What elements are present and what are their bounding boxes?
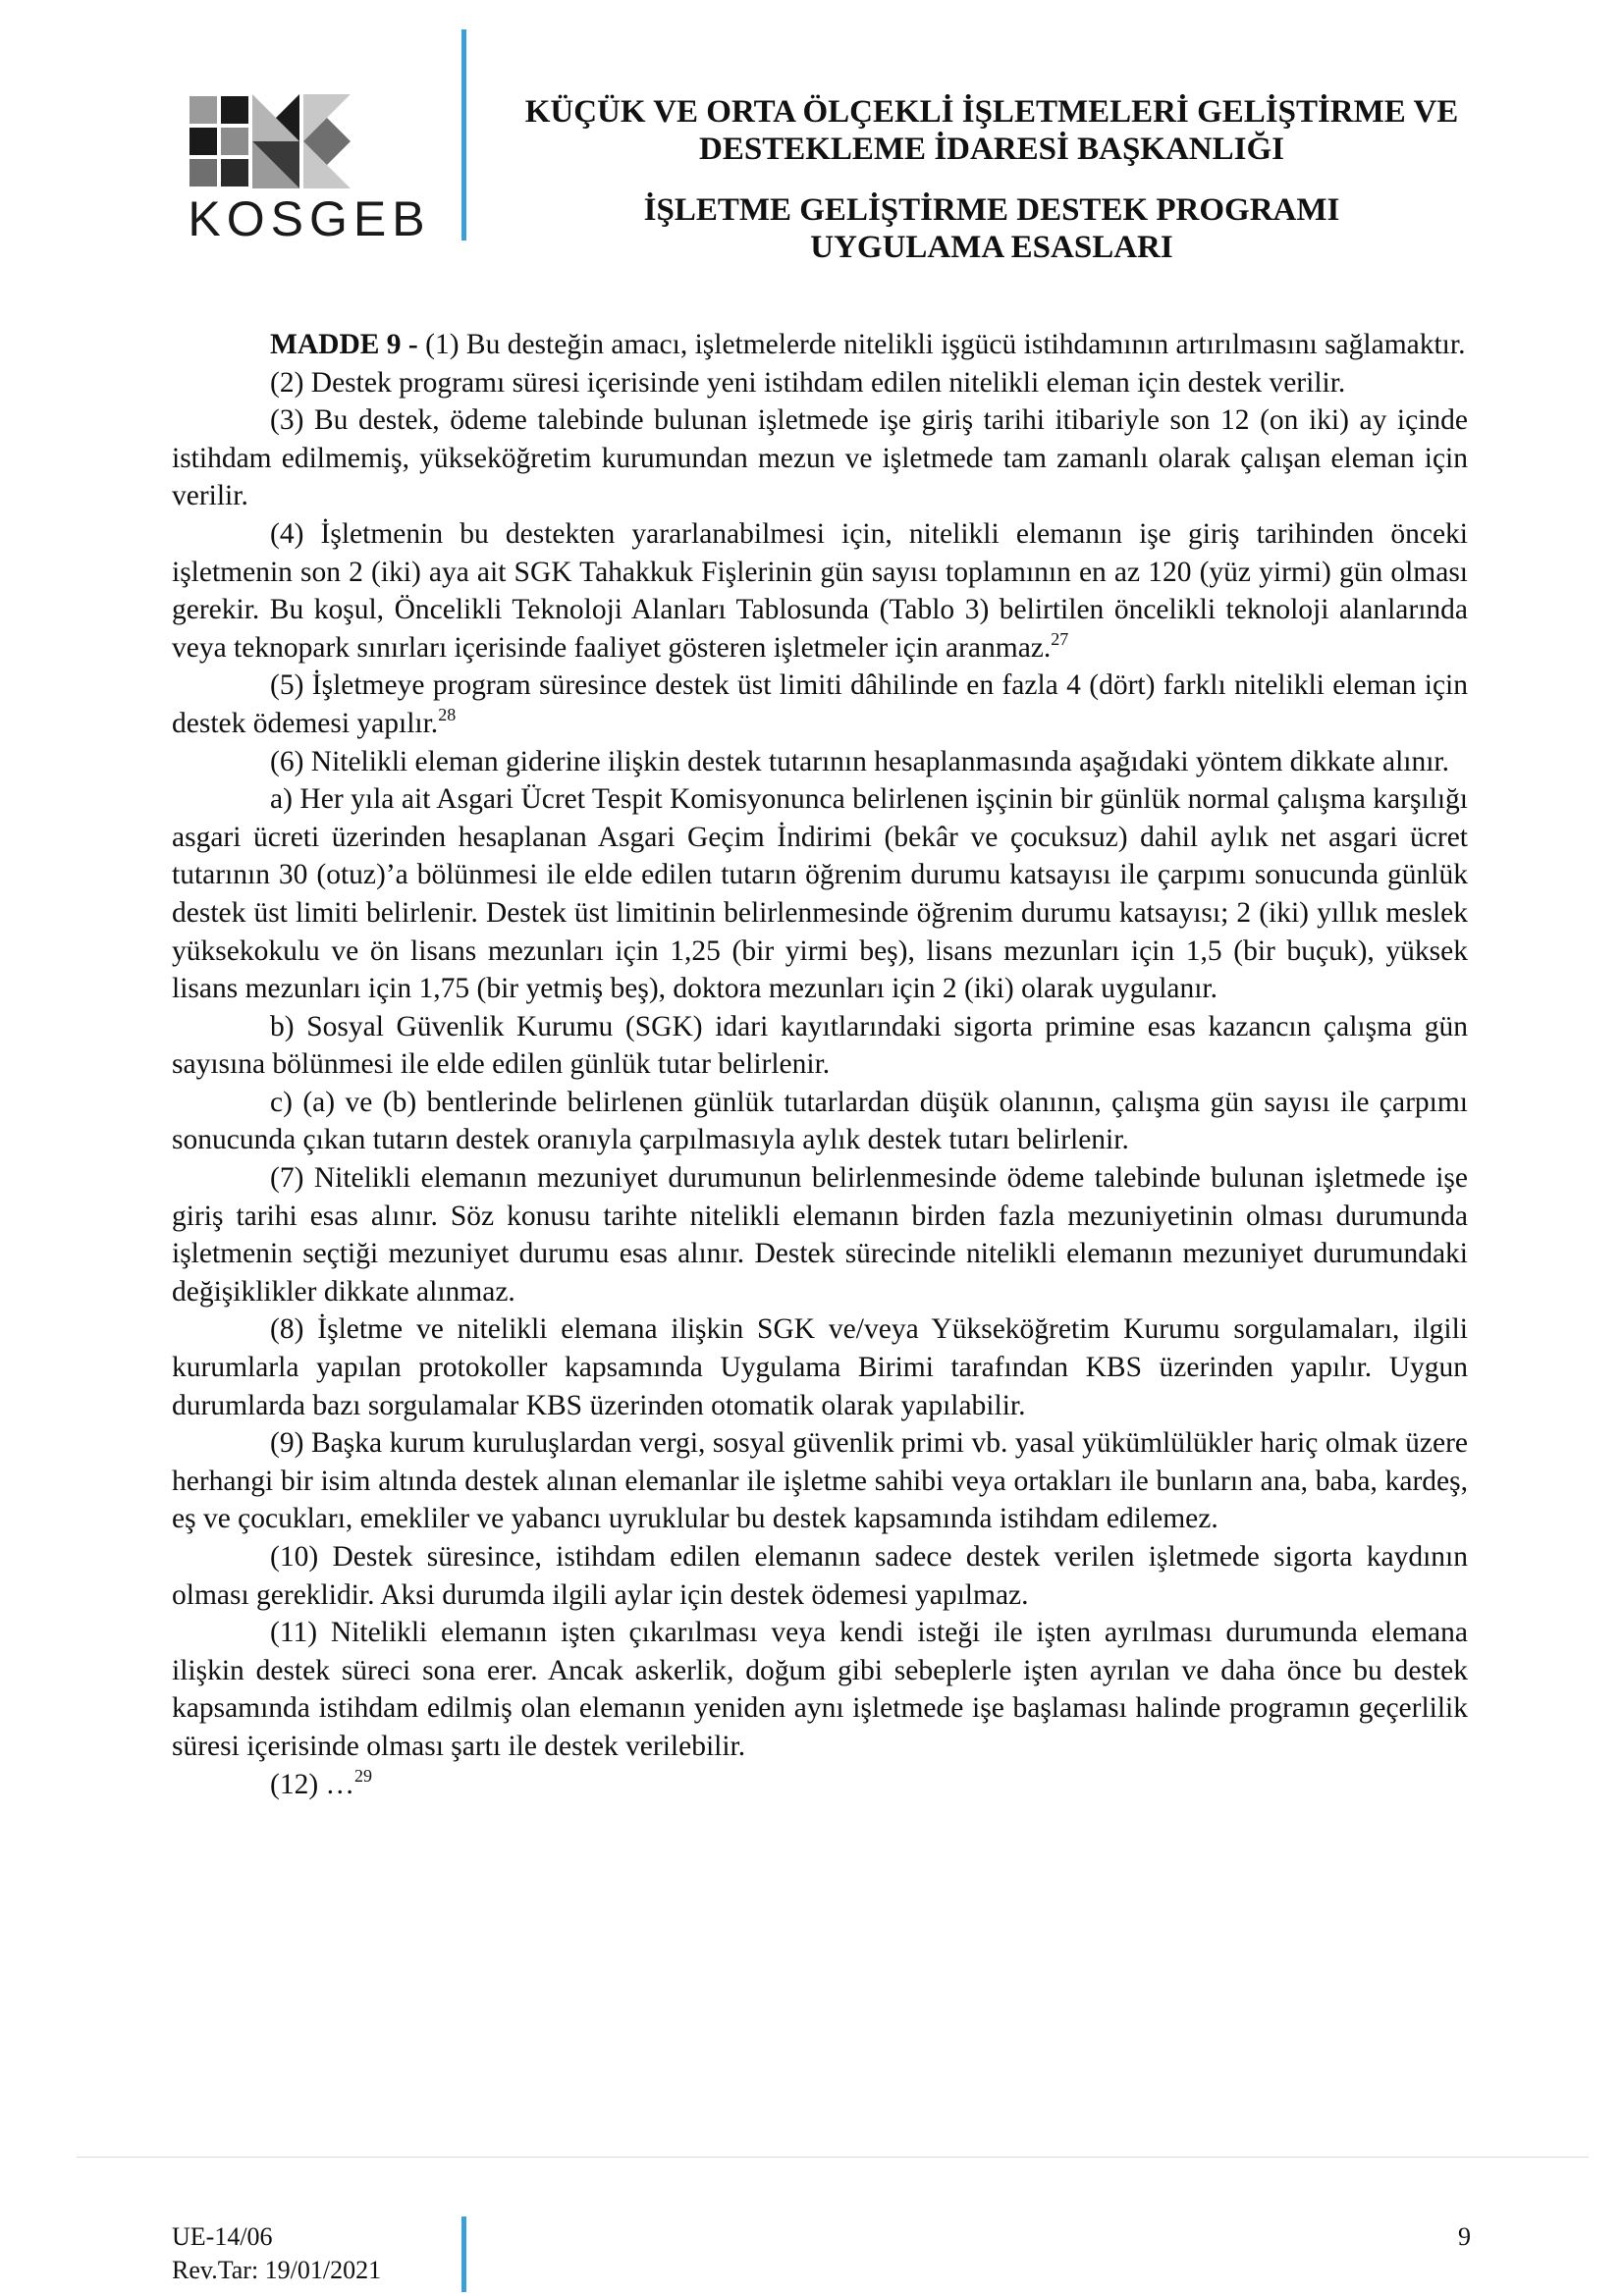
document-body: [172, 326, 1468, 1803]
paragraph-10: (10) Destek süresince, istihdam edilen elemanın sadece destek verilen işletmede sigorta kaydının olması gereklidir. Aksi durumda ilgili aylar için destek ödemesi yapılmaz.: [172, 1541, 1468, 1611]
footnote-ref-29[interactable]: 29: [354, 1765, 373, 1786]
paragraph-12: (12) …$^{29}$: [270, 1765, 373, 1800]
paragraph-7: (7) Nitelikli elemanın mezuniyet durumunun belirlenmesinde ödeme talebinde bulunan işletmede işe giriş tarihi esas alınır. Söz konusu tarihte nitelikli elemanın birden fazla mezuniyetinin olması durumunda işletmenin seçtiği mezuniyet durumu esas alınır. Destek sürecinde nitelikli elemanın mezuniyet durumundaki değişiklikler dikkate alınmaz.: [172, 1162, 1468, 1308]
paragraph-8: (8) İşletme ve nitelikli elemana ilişkin SGK ve/veya Yükseköğretim Kurumu sorgulamaları, ilgili kurumlarla yapılan protokoller kapsamında Uygulama Birimi tarafından KBS üzerinden yapılır. Uygun durumlarda bazı sorgulamalar KBS üzerinden otomatik olarak yapılabilir.: [172, 1313, 1468, 1421]
paragraph-6: (6) Nitelikli eleman giderine ilişkin destek tutarının hesaplanmasında aşağıdaki yöntem dikkate alınır.: [270, 745, 1449, 777]
logo-wordmark: KOSGEB: [188, 191, 431, 246]
footer-divider: [461, 2216, 466, 2292]
paragraph-5: (5) İşletmeye program süresince destek üst limiti dâhilinde en fazla 4 (dört) farklı nitelikli eleman için destek ödemesi yapılır.$^{28}$: [172, 669, 1468, 739]
footer-doc-info: [172, 2220, 381, 2287]
paragraph-9: (9) Başka kurum kuruluşlardan vergi, sosyal güvenlik primi vb. yasal yükümlülükler hariç olmak üzere herhangi bir isim altında destek alınan elemanlar ile işletme sahibi veya ortakları ile bunların ana, baba, kardeş, eş ve çocukları, emekliler ve yabancı uyruklular bu destek kapsamında istihdam edilemez.: [172, 1427, 1468, 1535]
org-name-line2: DESTEKLEME İDARESİ BAŞKANLIĞI: [699, 132, 1284, 167]
paragraph-3: (3) Bu destek, ödeme talebinde bulunan işletmede işe giriş tarihi itibariyle son 12 (on iki) ay içinde istihdam edilmemiş, yükseköğretim kurumundan mezun ve işletmede tam zamanlı olarak çalışan eleman için verilir.: [172, 404, 1468, 512]
doc-code: UE-14/06: [172, 2222, 273, 2251]
org-name-line1: KÜÇÜK VE ORTA ÖLÇEKLİ İŞLETMELERİ GELİŞTİRME VE: [524, 94, 1459, 130]
footnote-ref-27[interactable]: 27: [1051, 628, 1069, 649]
revision-date: Rev.Tar: 19/01/2021: [172, 2256, 382, 2284]
paragraph-6b: b) Sosyal Güvenlik Kurumu (SGK) idari kayıtlarındaki sigorta primine esas kazancın çalışma gün sayısına bölünmesi ile elde edilen günlük tutar belirlenir.: [172, 1010, 1468, 1081]
paragraph-4: (4) İşletmenin bu destekten yararlanabilmesi için, nitelikli elemanın işe giriş tarihinden önceki işletmenin son 2 (iki) aya ait SGK Tahakkuk Fişlerinin gün sayısı toplamının en az 120 (yüz yirmi) gün olması gerekir. Bu koşul, Öncelikli Teknoloji Alanları Tablosunda (Tablo 3) belirtilen öncelikli teknoloji alanlarında veya teknopark sınırları içerisinde faaliyet gösteren işletmeler için aranmaz.$^{27}$: [172, 517, 1468, 664]
header-titles: [481, 93, 1502, 266]
paragraph-1: MADDE 9 - (1) Bu desteğin amacı, işletmelerde nitelikli işgücü istihdamının artırılmasını sağlamaktır.: [270, 329, 1466, 360]
footnote-ref-28[interactable]: 28: [438, 704, 457, 724]
doc-title-line1: İŞLETME GELİŞTİRME DESTEK PROGRAMI: [643, 192, 1340, 228]
paragraph-6c: c) (a) ve (b) bentlerinde belirlenen günlük tutarlardan düşük olanının, çalışma gün sayısı ile çarpımı sonucunda çıkan tutarın destek oranıyla çarpılmasıyla aylık destek tutarı belirlenir.: [172, 1086, 1468, 1156]
kosgeb-logo-mark: [182, 88, 437, 191]
paragraph-2: (2) Destek programı süresi içerisinde yeni istihdam edilen nitelikli eleman için destek verilir.: [270, 366, 1346, 399]
madde-label: MADDE 9 -: [270, 329, 418, 360]
header-divider: [461, 29, 466, 240]
footer-separator: [77, 2157, 1589, 2158]
paragraph-11: (11) Nitelikli elemanın işten çıkarılması veya kendi isteği ile işten ayrılması durumunda elemana ilişkin destek süreci sona erer. Ancak askerlik, doğum gibi sebeplerle işten ayrılan ve daha önce bu destek kapsamında istihdam edilmiş olan elemanın yeniden aynı işletmede işe başlaması halinde programın geçerlilik süresi içerisinde olması şartı ile destek verilebilir.: [172, 1617, 1468, 1762]
paragraph-6a: a) Her yıla ait Asgari Ücret Tespit Komisyonunca belirlenen işçinin bir günlük normal çalışma karşılığı asgari ücreti üzerinden hesaplanan Asgari Geçim İndirimi (bekâr ve çocuksuz) dahil aylık net asgari ücret tutarının 30 (otuz)’a bölünmesi ile elde edilen tutarın öğrenim durumu katsayısı ile çarpımı sonucunda günlük destek üst limiti belirlenir. Destek üst limitinin belirlenmesinde öğrenim durumu katsayısı; 2 (iki) yıllık meslek yüksekokulu ve ön lisans mezunları için 1,25 (bir yirmi beş), lisans mezunları için 1,5 (bir buçuk), yüksek lisans mezunları için 1,75 (bir yetmiş beş), doktora mezunları için 2 (iki) olarak uygulanır.: [172, 783, 1468, 1005]
doc-title-line2: UYGULAMA ESASLARI: [810, 230, 1173, 265]
page-number: 9: [1458, 2222, 1471, 2251]
kosgeb-logo: [182, 88, 437, 245]
